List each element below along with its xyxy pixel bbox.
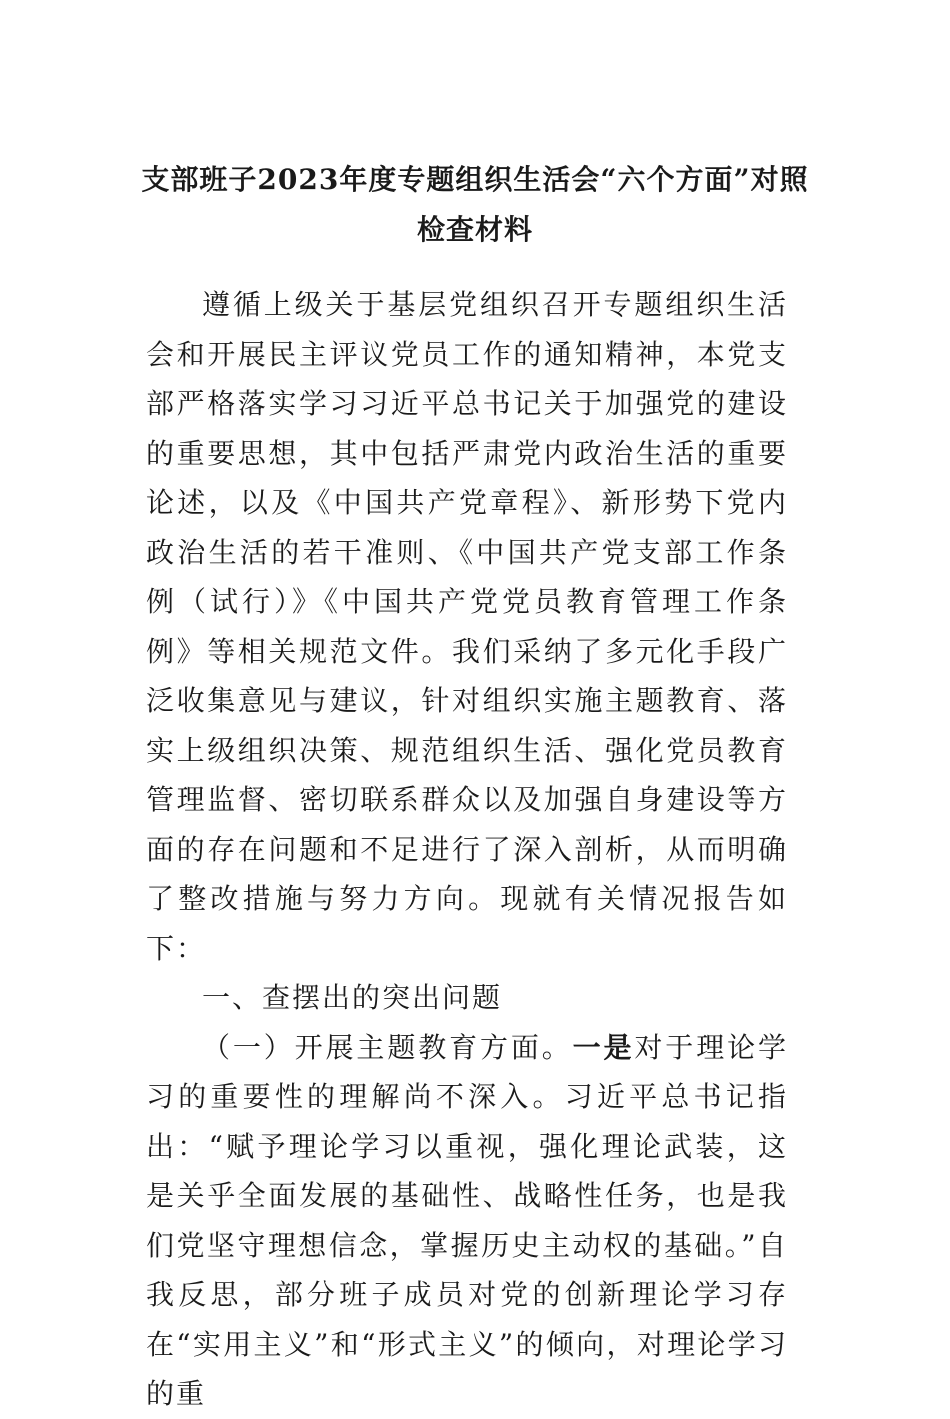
point-text: 对于理论学习的重要性的理解尚不深入。习近平总书记指出：“赋予理论学习以重视，强化理论武装，这是关乎全面发展的基础性、战略性任务，也是我们党坚守理想信念，掌握历史主动权的基础。”自我反思，部分班子成员对党的创新理论学习存在“实用主义”和“形式主义”的倾向，对理论学习的重 [146,1030,788,1410]
subsection-label: （一）开展主题教育方面。 [202,1030,573,1064]
intro-paragraph: 遵循上级关于基层党组织召开专题组织生活会和开展民主评议党员工作的通知精神，本党支部严格落实学习习近平总书记关于加强党的建设的重要思想，其中包括严肃党内政治生活的重要论述，以及《中国共产党章程》、新形势下党内政治生活的若干准则、《中国共产党支部工作条例（试行）》《中国共产党党员教育管理工作条例》等相关规范文件。我们采纳了多元化手段广泛收集意见与建议，针对组织实施主题教育、落实上级组织决策、规范组织生活、强化党员教育管理监督、密切联系群众以及加强自身建设等方面的存在问题和不足进行了深入剖析，从而明确了整改措施与努力方向。现就有关情况报告如下： [146,288,788,965]
subsection-paragraph [146,1023,788,1419]
document-body [146,280,788,1419]
point-lead: 一是 [572,1030,635,1064]
document-title: 支部班子2023年度专题组织生活会“六个方面”对照检查材料 [141,163,809,246]
section-heading-problems: 一、查摆出的突出问题 [202,981,503,1014]
